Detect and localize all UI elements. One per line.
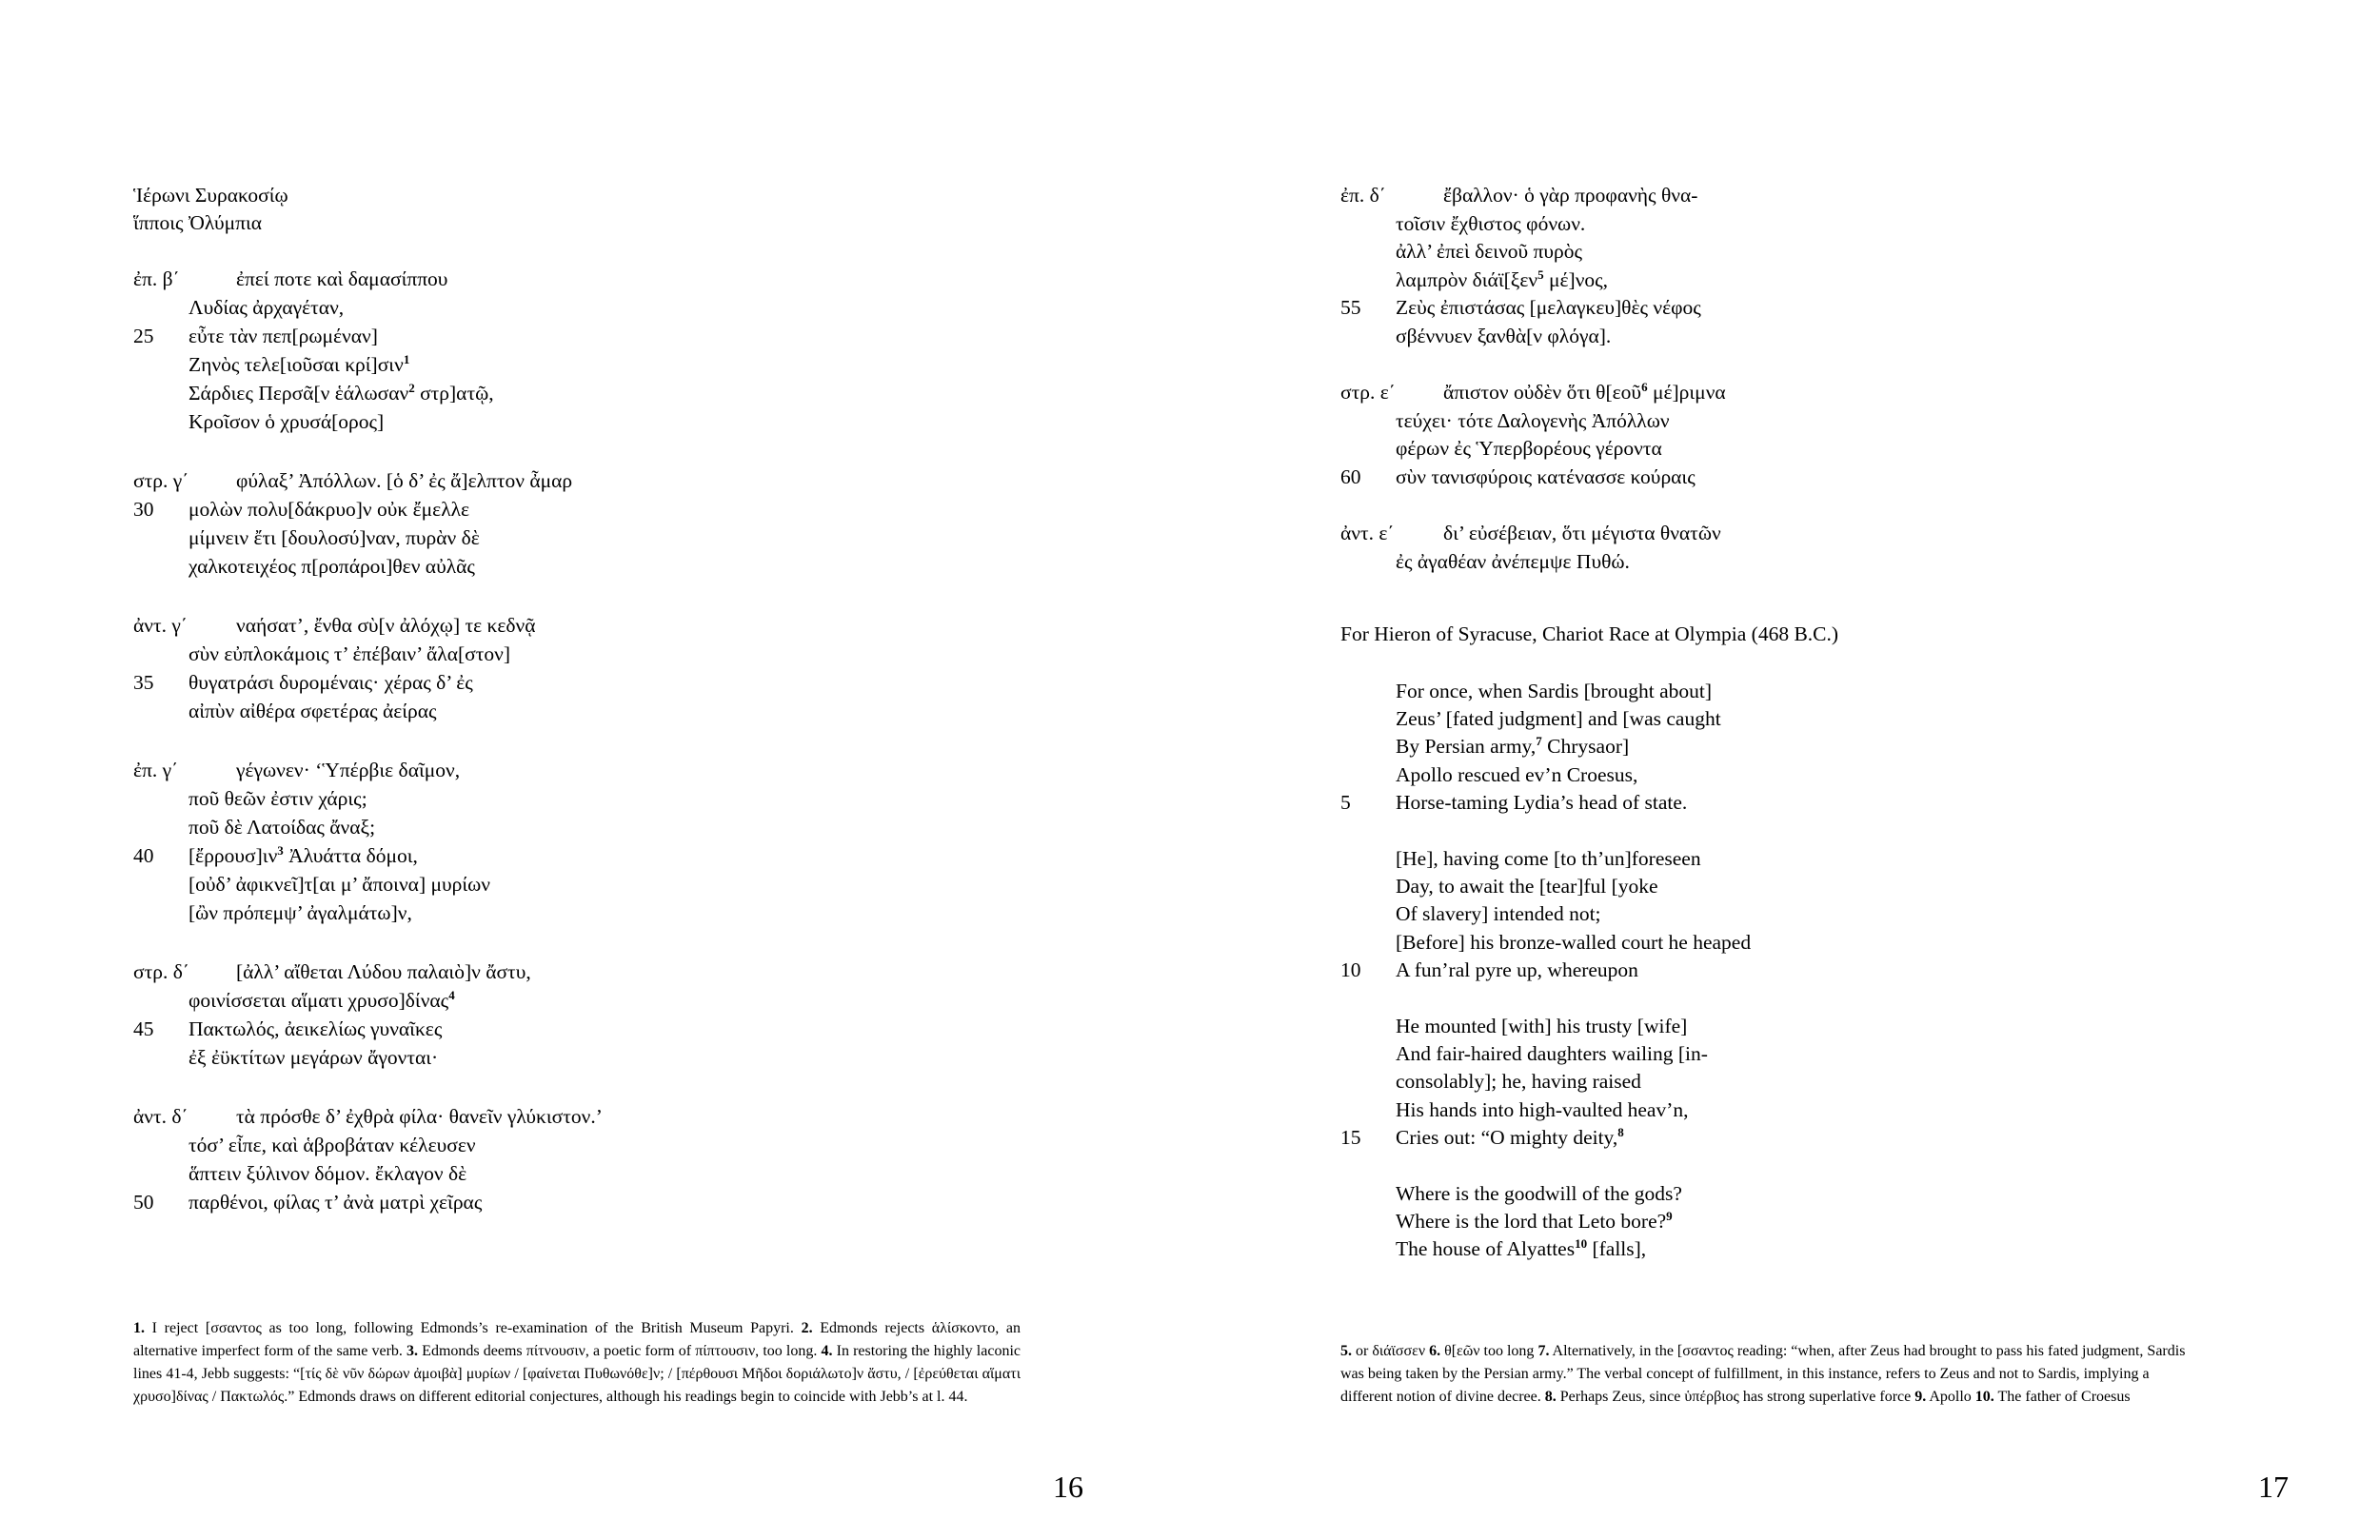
verse-text: Κροῖσον ὁ χρυσά[ορος] [188,410,385,433]
translation-text: By Persian army,$^7$ Chrysaor] [1396,734,1630,759]
translation-text: Day, to await the [tear]ful [yoke [1396,875,1658,898]
translation-text: [He], having come [to th’un]foreseen [1396,847,1701,870]
translation-text: [Before] his bronze-walled court he heaped [1396,930,1752,954]
verse-text: λαμπρὸν διάϊ[ξεν$^5$ μέ]νος, [1396,267,1609,291]
footnote-number: 2. [801,1320,813,1336]
footnote-number: 9. [1914,1389,1927,1405]
verse-text: ἐξ ἐϋκτίτων μεγάρων ἄγονται· [188,1046,439,1069]
translation-text: Cries out: “O mighty deity,$^8$ [1396,1124,1624,1149]
footnote-ref: 7 [1536,734,1542,749]
line-number: 5 [1340,790,1351,814]
verse-text: σὺν τανισφύροις κατένασσε κούραις [1396,464,1696,488]
footnote-text: I reject [σσαντος as too long, following Edmonds’s re-examination of the British Museum Papyri. [145,1320,802,1336]
translation-text: Horse-taming Lydia’s head of state. [1396,790,1688,814]
verse-text: παρθένοι, φίλας τ’ ἀνὰ ματρὶ χεῖρας [188,1191,483,1214]
line-number: 15 [1340,1125,1361,1149]
footnote-ref: 9 [1666,1209,1673,1224]
left-footnotes [133,1317,1021,1409]
verse-text: [ἀλλ’ αἴθεται Λύδου παλαιὸ]ν ἄστυ, [236,960,531,983]
verse-text: φύλαξ’ Ἀπόλλων. [ὁ δ’ ἐς ἄ]ελπτον ἆμαρ [236,469,573,492]
footnote-ref: 8 [1617,1124,1624,1139]
verse-text: φέρων ἐς Ὑπερβορέους γέροντα [1396,437,1662,460]
page-number: 17 [2258,1470,2289,1504]
footnote-number: 8. [1544,1389,1557,1405]
translation-text: Apollo rescued ev’n Croesus, [1396,762,1638,786]
verse-text: Ζηνὸς τελε[ιοῦσαι κρί]σιν$^1$ [188,351,410,376]
stanza-label: ἀντ. γ΄ [133,614,188,637]
footnote-ref: 2 [408,380,415,395]
verse-text: ποῦ θεῶν ἐστιν χάρις; [188,787,367,810]
footnote-text: or διάϊσσεν [1352,1343,1430,1359]
translation-text: Where is the goodwill of the gods? [1396,1182,1682,1205]
line-number: 40 [133,844,154,867]
verse-text: γέγωνεν· ‘Ὑπέρβιε δαῖμον, [236,759,461,781]
verse-text: δι’ εὐσέβειαν, ὅτι μέγιστα θνατῶν [1443,522,1721,544]
footnote-number: 10. [1974,1389,1994,1405]
verse-text: χαλκοτειχέος π[ροπάροι]θεν αὐλᾶς [188,555,475,578]
footnote-number: 5. [1340,1343,1352,1359]
stanza-label: ἀντ. ε΄ [1340,522,1395,544]
footnote-text: Apollo [1926,1389,1975,1405]
stanza-label: στρ. δ΄ [133,960,189,983]
stanza-label: ἐπ. δ΄ [1340,184,1386,207]
verse-text: Λυδίας ἀρχαγέταν, [188,296,345,319]
verse-text: ναήσατ’, ἔνθα σὺ[ν ἀλόχῳ] τε κεδνᾷ [236,614,536,637]
footnote-ref: 4 [448,987,455,1002]
verse-text: αἰπὺν αἰθέρα σφετέρας ἀείρας [188,700,437,722]
translation-text: The house of Alyattes$^{10}$ [falls], [1396,1236,1647,1261]
stanza-label: στρ. ε΄ [1340,381,1396,404]
footnote-text: The father of Croesus [1993,1389,2131,1405]
stanza-label: ἐπ. β΄ [133,267,180,290]
footnote-text: Alternatively, in the [σσαντος reading: “when, after Zeus had brought to pass his fated judgment, Sardis was being taken by the Persian army.” The verbal concept of fulfillment, in this instance, refers to Zeus and not to Sardis, implying a different notion of divine decree. [1340,1343,2186,1405]
translation-text: For once, when Sardis [brought about] [1396,680,1712,702]
footnote-number: 6. [1429,1343,1441,1359]
footnote-number: 4. [821,1343,833,1359]
verse-text: τεύχει· τότε Δαλογενὴς Ἀπόλλων [1396,408,1670,432]
stanza-label: ἐπ. γ΄ [133,759,179,781]
line-number: 10 [1340,958,1361,981]
verse-text: ἐς ἀγαθέαν ἀνέπεμψε Πυθώ. [1396,549,1630,573]
verse-text: φοινίσσεται αἵματι χρυσο]δίνας$^4$ [188,987,455,1012]
translation-text: Where is the lord that Leto bore?$^9$ [1396,1209,1673,1234]
verse-text: ἔβαλλον· ὁ γὰρ προφανὴς θνα- [1443,184,1698,207]
line-number: 55 [1340,296,1361,319]
stanza-label: στρ. γ΄ [133,469,189,492]
right-footnotes [1340,1340,2197,1409]
verse-text: τόσ’ εἶπε, καὶ ἁβροβάταν κέλευσεν [188,1134,476,1156]
right-page: ἐπ. δ΄ ἔβαλλον· ὁ γὰρ προφανὴς θνα- τοῖσιν ἔχθιστος φόνων. ἀλλ’ ἐπεὶ δεινοῦ πυρὸς λαμπρὸν διάϊ[ξεν$^5$ μέ]νος, 55 Ζεὺς ἐπιστάσας [μελαγκευ]θὲς νέφος σβέννυεν ξανθὰ[ν φλόγα]. στρ. ε΄ ἄπιστον οὐδὲν ὅτι θ[εοῦ$^6$ μέ]ριμνα τεύχει· τότε Δαλογενὴς Ἀπόλλων φέρων ἐς Ὑπερβορέους γέροντα 60 σὺν τανισφύροις κατένασσε κούραις ἀντ. ε΄ δι’ εὐσέβειαν, ὅτι μέγιστα θνατῶν ἐς ἀγαθέαν ἀνέπεμψε Πυθώ. For Hieron of Syracuse, Chariot Race at Olympia (468 B.C.) For once, when Sardis [brought about] Zeus’ [fated judgment] and [was caught By Persian army,$^7$ Chrysaor] Apollo rescued ev’n Croesus, 5 Horse-taming Lydia’s head of state. [He], having come [to th’un]foreseen Day, to await the [tear]ful [yoke Of slavery] intended not; [Before] his bronze-walled court he heaped 10 A fun’ral pyre up, whereupon He mounted [with] his trusty [wife] And fair-haired daughters wailing [in- consolably]; he, having raised His hands into high-vaulted heav’n, 15 Cries out: “O mighty deity,$^8$ Where is the goodwill of the gods? Where is the lord that Leto bore?$^9$ The house of Alyattes$^{10}$ [falls], 5. or διάϊσσεν 6. θ[εῶν too long 7. Alternatively, in the [σσαντος reading: “when, after Zeus had brought to pass his fated judgment, Sardis was being taken by the Persian army.” The verbal concept of fulfillment, in this instance, refers to Zeus and not to Sardis, implying a different notion of divine decree. 8. Perhaps Zeus, since ὑπέρβιος has strong superlative force 9. Apollo 10. The father of Croesus 17 [1190,0,2380,1540]
footnote-ref: 10 [1575,1236,1588,1252]
verse-text: ἐπεί ποτε καὶ δαμασίππου [236,267,448,290]
verse-text: ἀλλ’ ἐπεὶ δεινοῦ πυρὸς [1396,240,1583,263]
line-number: 45 [133,1017,154,1040]
footnote-number: 7. [1537,1343,1550,1359]
page-number: 16 [1053,1470,1083,1504]
verse-text: θυγατράσι δυρομέναις· χέρας δ’ ἐς [188,671,473,694]
footnote-text: Edmonds deems πίτνουσιν, a poetic form of πίπτουσιν, too long. [418,1343,822,1359]
verse-text: ἅπτειν ξύλινον δόμον. ἔκλαγον δὲ [188,1162,467,1185]
footnote-text: θ[εῶν too long [1440,1343,1538,1359]
verse-text: εὖτε τὰν πεπ[ρωμέναν] [188,325,378,347]
footnote-text: Edmonds rejects ἁλίσκοντο, an alternative imperfect form of the same verb. [133,1320,1021,1359]
footnote-text: In restoring the highly laconic lines 41-4, Jebb suggests: “[τίς δὲ νῦν δώρων ἀμοιβὰ] μυρίων / [φαίνεται Πυθωνόθε]ν; / [πέρθουσι Μῆδοι δοριάλωτο]ν ἄστυ, / [ἐρεύθεται αἵματι χρυσο]δίνας / Πακτωλός.” Edmonds draws on different editorial conjectures, although his readings begin to coincide with Jebb’s at l. 44. [133,1343,1021,1405]
footnote-number: 1. [133,1320,145,1336]
translation-text: consolably]; he, having raised [1396,1070,1641,1094]
line-number: 60 [1340,464,1361,488]
line-number: 35 [133,671,154,694]
translation-text: A fun’ral pyre up, whereupon [1396,958,1638,981]
translation-text: He mounted [with] his trusty [wife] [1396,1015,1688,1037]
verse-text: σὺν εὐπλοκάμοις τ’ ἐπέβαιν’ ἄλα[στον] [188,642,511,665]
verse-text: τὰ πρόσθε δ’ ἐχθρὰ φίλα· θανεῖν γλύκιστον.’ [236,1105,603,1128]
footnote-text: Perhaps Zeus, since ὑπέρβιος has strong superlative force [1556,1389,1915,1405]
verse-text: ποῦ δὲ Λατοίδας ἄναξ; [188,816,376,839]
footnote-ref: 6 [1641,379,1648,394]
verse-text: Σάρδιες Περσᾶ[ν ἑάλωσαν$^2$ στρ]ατῷ, [188,380,494,405]
footnote-ref: 3 [277,842,284,858]
footnote-ref: 5 [1537,267,1544,282]
verse-text: [οὐδ’ ἀφικνεῖ]τ[αι μ’ ἄποινα] μυρίων [188,873,491,896]
verse-text: [ὢν πρόπεμψ’ ἀγαλμάτω]ν, [188,901,412,924]
translation-text: His hands into high-vaulted heav’n, [1396,1097,1689,1121]
verse-text: τοῖσιν ἔχθιστος φόνων. [1396,211,1586,235]
stanza-label: ἀντ. δ΄ [133,1105,188,1128]
verse-text: μολὼν πολυ[δάκρυο]ν οὐκ ἔμελλε [188,498,470,521]
footnote-number: 3. [407,1343,419,1359]
line-number: 25 [133,325,154,347]
verse-text: Πακτωλός, ἀεικελίως γυναῖκες [188,1017,443,1040]
translation-text: Of slavery] intended not; [1396,902,1601,926]
verse-text: σβέννυεν ξανθὰ[ν φλόγα]. [1396,324,1612,347]
translation-text: Zeus’ [fated judgment] and [was caught [1396,707,1721,731]
verse-text: ἄπιστον οὐδὲν ὅτι θ[εοῦ$^6$ μέ]ριμνα [1443,379,1726,404]
left-page: Ἱέρωνι Συρακοσίῳ ἵπποις Ὀλύμπια ἐπ. β΄ ἐπεί ποτε καὶ δαμασίππου Λυδίας ἀρχαγέταν, 25 εὖτε τὰν πεπ[ρωμέναν] Ζηνὸς τελε[ιοῦσαι κρί]σιν$^1$ Σάρδιες Περσᾶ[ν ἑάλωσαν$^2$ στρ]ατῷ, Κροῖσον ὁ χρυσά[ορος] στρ. γ΄ φύλαξ’ Ἀπόλλων. [ὁ δ’ ἐς ἄ]ελπτον ἆμαρ 30 μολὼν πολυ[δάκρυο]ν οὐκ ἔμελλε μίμνειν ἔτι [δουλοσύ]ναν, πυρὰν δὲ χαλκοτειχέος π[ροπάροι]θεν αὐλᾶς ἀντ. γ΄ ναήσατ’, ἔνθα σὺ[ν ἀλόχῳ] τε κεδνᾷ σὺν εὐπλοκάμοις τ’ ἐπέβαιν’ ἄλα[στον] 35 θυγατράσι δυρομέναις· χέρας δ’ ἐς αἰπὺν αἰθέρα σφετέρας ἀείρας ἐπ. γ΄ γέγωνεν· ‘Ὑπέρβιε δαῖμον, ποῦ θεῶν ἐστιν χάρις; ποῦ δὲ Λατοίδας ἄναξ; 40 $[ἔ\rho\rho o\upsilon\sigma]\iota\nu^3$ Ἀλυάττα δόμοι, [οὐδ’ ἀφικνεῖ]τ[αι μ’ ἄποινα] μυρίων [ὢν πρόπεμψ’ ἀγαλμάτω]ν, στρ. δ΄ [ἀλλ’ αἴθεται Λύδου παλαιὸ]ν ἄστυ, φοινίσσεται αἵματι χρυσο]δίνας$^4$ 45 Πακτωλός, ἀεικελίως γυναῖκες ἐξ ἐϋκτίτων μεγάρων ἄγονται· ἀντ. δ΄ τὰ πρόσθε δ’ ἐχθρὰ φίλα· θανεῖν γλύκιστον.’ τόσ’ εἶπε, καὶ ἁβροβάταν κέλευσεν ἅπτειν ξύλινον δόμον. ἔκλαγον δὲ 50 παρθένοι, φίλας τ’ ἀνὰ ματρὶ χεῖρας 1. I reject [σσαντος as too long, following Edmonds’s re-examination of the British Museum Papyri. 2. Edmonds rejects ἁλίσκοντο, an alternative imperfect form of the same verb. 3. Edmonds deems πίτνουσιν, a poetic form of πίπτουσιν, too long. 4. In restoring the highly laconic lines 41-4, Jebb suggests: “[τίς δὲ νῦν δώρων ἀμοιβὰ] μυρίων / [φαίνεται Πυθωνόθε]ν; / [πέρθουσι Μῆδοι δοριάλωτο]ν ἄστυ, / [ἐρεύθεται αἵματι χρυσο]δίνας / Πακτωλός.” Edmonds draws on different editorial conjectures, although his readings begin to coincide with Jebb’s at l. 44. 16 [133,184,1083,1504]
line-number: 50 [133,1191,154,1214]
verse-text: μίμνειν ἔτι [δουλοσύ]ναν, πυρὰν δὲ [188,526,480,549]
translation-text: And fair-haired daughters wailing [in- [1396,1042,1708,1066]
footnote-ref: 1 [403,351,410,366]
verse-text: Ζεὺς ἐπιστάσας [μελαγκευ]θὲς νέφος [1396,296,1701,319]
verse-text: $[ἔ\rho\rho o\upsilon\sigma]\iota\nu^3$ Ἀλυάττα δόμοι, [188,842,418,867]
line-number: 30 [133,498,154,521]
